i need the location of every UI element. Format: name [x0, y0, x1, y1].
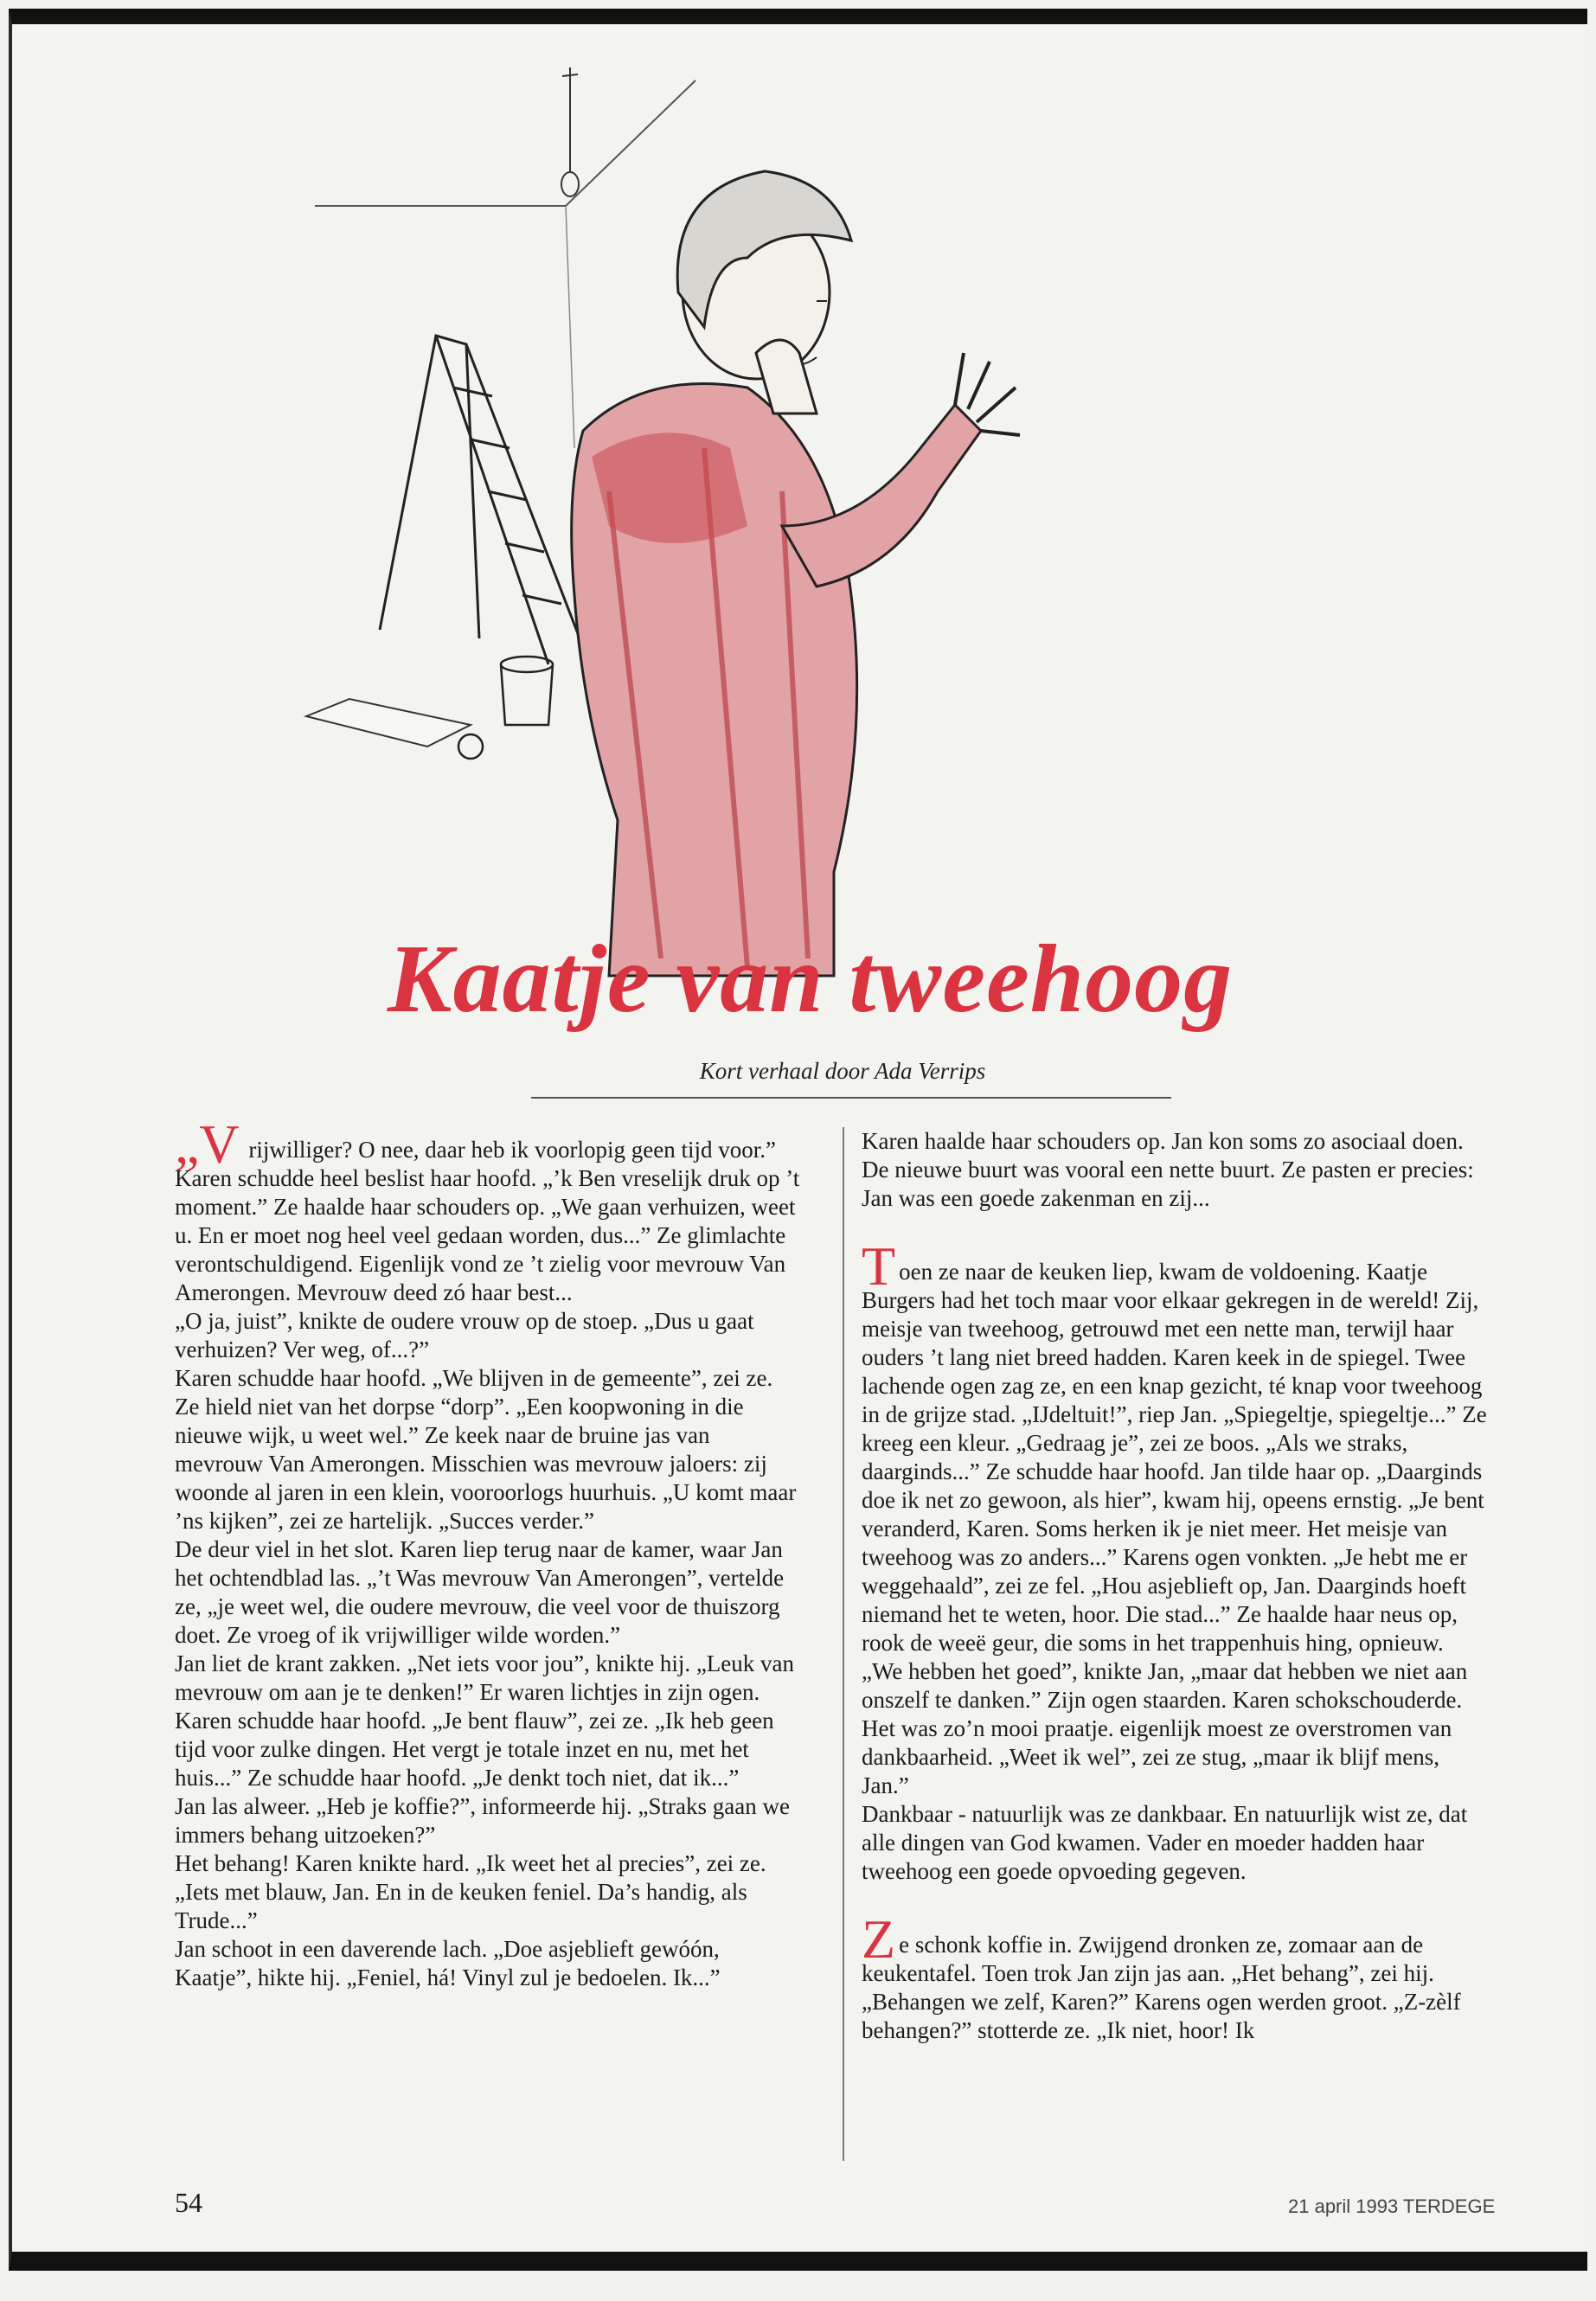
paragraph: „V rijwilliger? O nee, daar heb ik voorlopig geen tijd voor.” Karen schudde heel beslist haar hoofd. „’k Ben vreselijk druk op ’t moment.” Ze haalde haar schouders op. „We gaan verhuizen, weet u. En er moet nog heel veel gedaan worden, dus...” Ze glimlachte verontschuldigend. Eigenlijk vond ze ’t zielig voor mevrouw Van Amerongen. Mevrouw deed zó haar best...: [175, 1113, 800, 1305]
left-column: [175, 1113, 802, 1992]
paragraph: Jan liet de krant zakken. „Net iets voor jou”, knikte hij. „Leuk van mevrouw om aan je te denken!” Er waren lichtjes in zijn ogen.: [175, 1650, 795, 1705]
woman-at-ladder-illustration: [298, 42, 1266, 1002]
right-column: [862, 1127, 1489, 2045]
page-number: 54: [175, 2187, 202, 2218]
paragraph: Toen ze naar de keuken liep, kwam de voldoening. Kaatje Burgers had het toch maar voor elkaar gekregen in de wereld! Zij, meisje van tweehoog, getrouwd met een nette man, terwijl haar ouders ’t lang niet breed hadden. Karen keek in de spiegel. Twee lachende ogen zag ze, en een knap gezicht, té knap voor tweehoog in de grijze stad. „IJdeltuit!”, riep Jan. „Spiegeltje, spiegeltje...” Ze kreeg een kleur. „Gedraag je”, zei ze boos. „Als we straks, daarginds...” Ze schudde haar hoofd. Jan tilde haar op. „Daarginds doe ik net zo gewoon, als hier”, kwam hij, opeens ernstig. „Je bent veranderd, Karen. Soms herken ik je niet meer. Het meisje van tweehoog was zo anders...” Karens ogen vonkten. „Je hebt me er weggehaald”, zei ze fel. „Hou asjeblieft op, Jan. Daarginds hoeft niemand het te weten, hoor. Die stad...” Ze haalde haar neus op, rook de weeë geur, die soms in het trappenhuis hing, opnieuw. „We hebben het goed”, knikte Jan, „maar dat hebben we niet aan onszelf te danken.” Zijn ogen staarden. Karen schokschouderde. Het was zo’n mooi praatje. eigenlijk moest ze overstromen van dankbaarheid. „Weet ik wel”, zei ze stug, „maar ik blijf mens, Jan.”: [862, 1235, 1487, 1798]
paragraph: Ze schonk koffie in. Zwijgend dronken ze, zomaar aan de keukentafel. Toen trok Jan zijn jas aan. „Het behang”, zei hij. „Behangen we zelf, Karen?” Karens ogen werden groot. „Z-zèlf behangen?” stotterde ze. „Ik niet, hoor! Ik: [862, 1908, 1461, 2043]
light-bulb-icon: [561, 67, 579, 196]
paragraph: Karen schudde haar hoofd. „Je bent flauw”, zei ze. „Ik heb geen tijd voor zulke dingen. Het vergt je totale inzet en nu, met het huis...” Ze schudde haar hoofd. „Je denkt toch niet, dat ik...”: [175, 1708, 774, 1791]
paint-bucket-icon: [458, 657, 553, 759]
paragraph: Jan schoot in een daverende lach. „Doe asjeblieft gewóón, Kaatje”, hikte hij. „Feniel, há! Vinyl zul je bedoelen. Ik...”: [175, 1936, 721, 1990]
article-byline: Kort verhaal door Ada Verrips: [699, 1058, 986, 1084]
paragraph: Karen haalde haar schouders op. Jan kon soms zo asociaal doen. De nieuwe buurt was vooral een nette buurt. Ze pasten er precies: Jan was een goede zakenman en zij...: [862, 1128, 1474, 1211]
paragraph: Het behang! Karen knikte hard. „Ik weet het al precies”, zei ze. „Iets met blauw, Jan. En in de keuken feniel. Da’s handig, als Trude...”: [175, 1850, 766, 1933]
ladder-icon: [380, 336, 583, 664]
drop-cap: „V: [175, 1113, 240, 1175]
paragraph: Jan las alweer. „Heb je koffie?”, informeerde hij. „Straks gaan we immers behang uitzoeken?”: [175, 1793, 790, 1848]
paragraph: De deur viel in het slot. Karen liep terug naar de kamer, waar Jan het ochtendblad las. „’t Was mevrouw Van Amerongen”, vertelde ze, „je weet wel, die oudere mevrouw, die veel voor de thuiszorg doet. Ze vroeg of ik vrijwilliger wilde worden.”: [175, 1536, 785, 1648]
paragraph: Karen schudde haar hoofd. „We blijven in de gemeente”, zei ze. Ze hield niet van het dorpse “dorp”. „Een koopwoning in die nieuwe wijk, u weet wel.” Ze keek naar de bruine jas van mevrouw Van Amerongen. Misschien was mevrouw jaloers: zij woonde al jaren in een klein, vooroorlogs huurhuis. „U komt maar ’ns kijken”, zei ze hartelijk. „Succes verder.”: [175, 1365, 797, 1534]
drop-cap: Z: [862, 1908, 896, 1970]
byline-divider: [531, 1097, 1171, 1099]
article-title: Kaatje van tweehoog: [387, 926, 1234, 1033]
magazine-page: [9, 9, 1587, 2271]
column-divider: [843, 1127, 844, 2161]
woman-figure: [572, 171, 1020, 976]
issue-date: 21 april 1993 TERDEGE: [1288, 2195, 1496, 2217]
paragraph: Dankbaar - natuurlijk was ze dankbaar. En natuurlijk wist ze, dat alle dingen van God kwamen. Vader en moeder hadden haar tweehoog een goede opvoeding gegeven.: [862, 1801, 1468, 1884]
drop-cap: T: [862, 1235, 896, 1297]
paragraph: „O ja, juist”, knikte de oudere vrouw op de stoep. „Dus u gaat verhuizen? Ver weg, of...?”: [175, 1308, 754, 1362]
